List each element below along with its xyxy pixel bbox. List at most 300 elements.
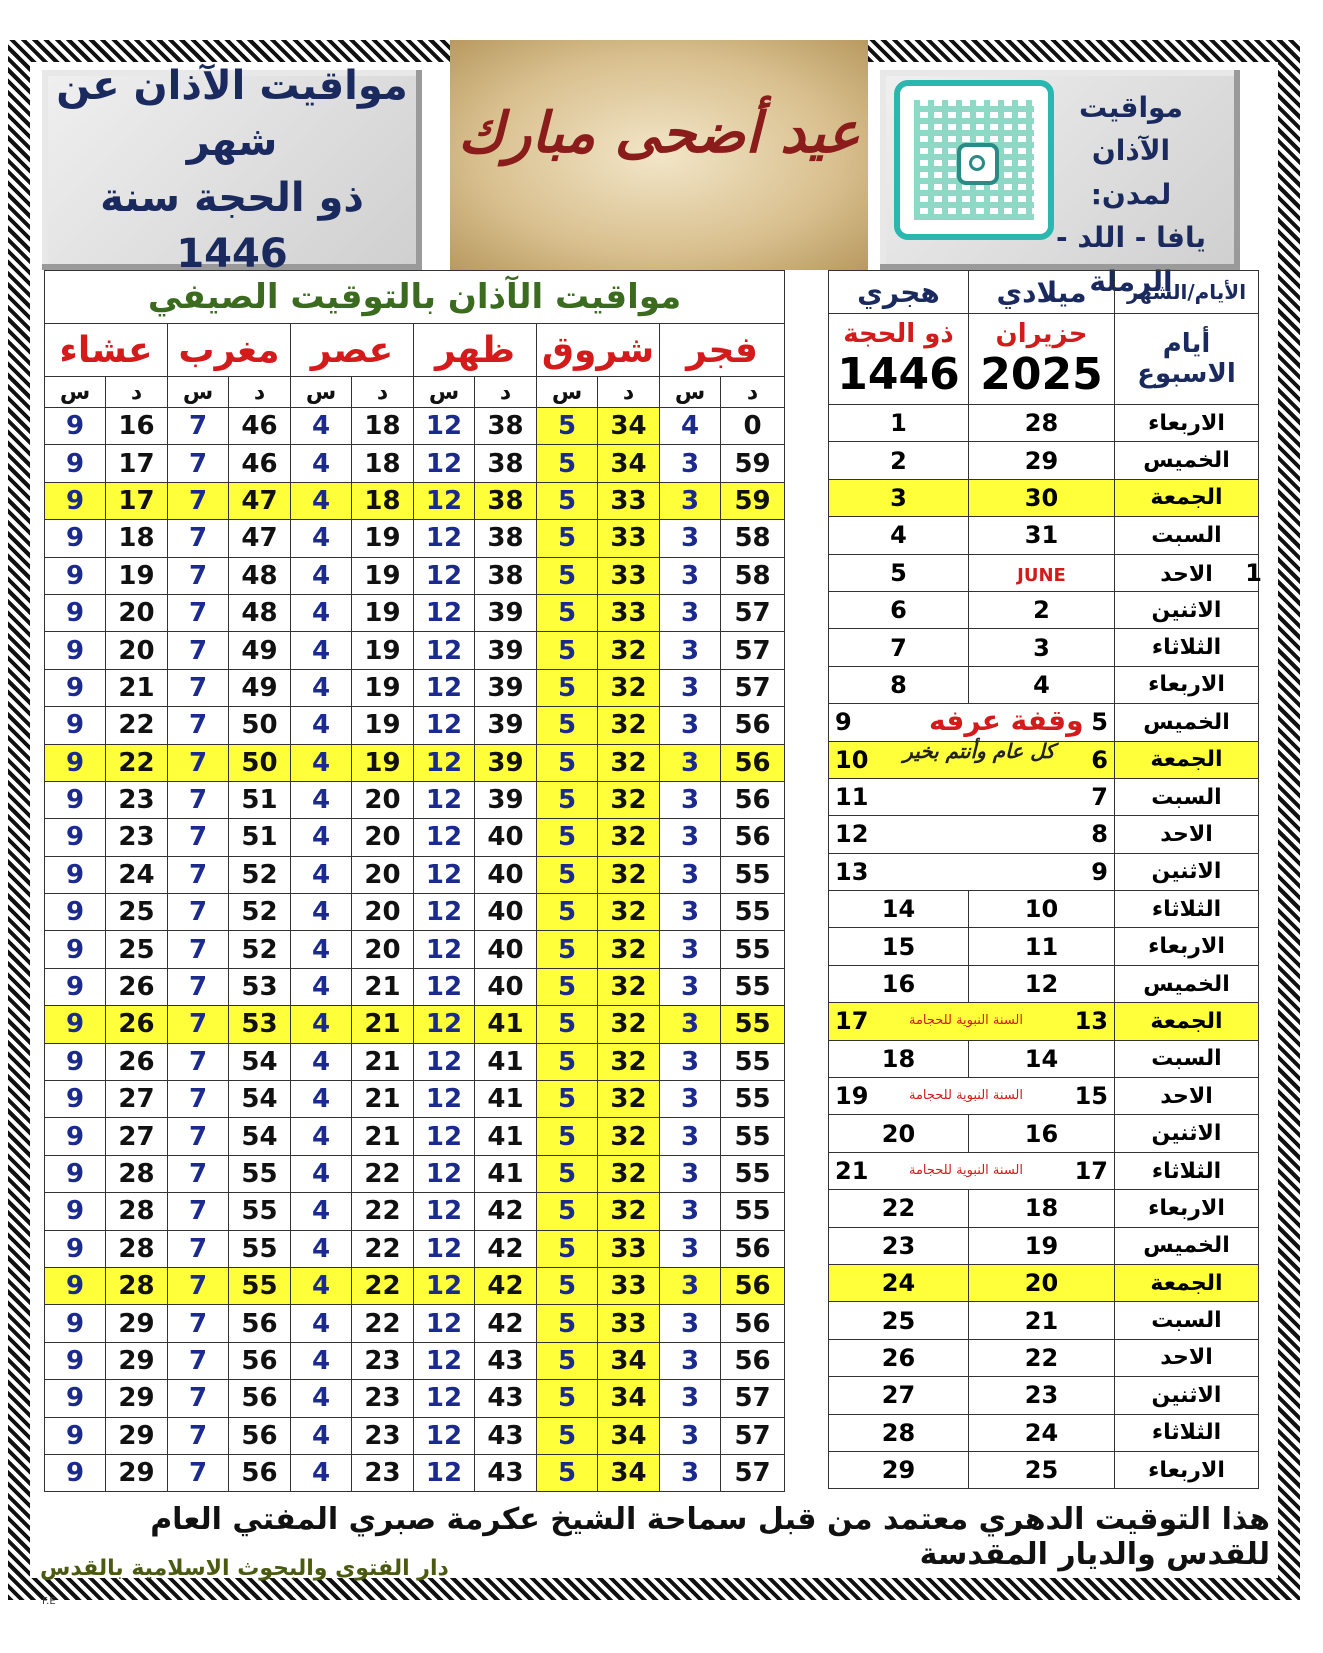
times-row — [45, 894, 785, 931]
time-cell: 32 — [598, 1193, 660, 1230]
left-title-box — [42, 63, 422, 277]
time-cell: 38 — [475, 520, 537, 557]
time-cell: 3 — [660, 1454, 721, 1491]
time-cell: 5 — [537, 707, 598, 744]
time-cell: 50 — [229, 707, 291, 744]
date-merged-cell — [829, 1003, 1115, 1040]
greg-day: 21 — [969, 1302, 1115, 1339]
time-cell: 26 — [106, 1006, 168, 1043]
time-cell: 12 — [414, 594, 475, 631]
date-row — [829, 853, 1259, 890]
time-cell: 3 — [660, 707, 721, 744]
time-cell: 32 — [598, 781, 660, 818]
time-cell: 3 — [660, 894, 721, 931]
time-cell: 58 — [721, 557, 785, 594]
time-cell: 19 — [352, 744, 414, 781]
time-cell: 7 — [168, 744, 229, 781]
weekday: السبت — [1115, 1302, 1259, 1339]
time-cell: 9 — [45, 968, 106, 1005]
hijri-day: 9 — [835, 708, 852, 737]
time-cell: 32 — [598, 894, 660, 931]
time-cell: 40 — [475, 968, 537, 1005]
time-cell: 5 — [537, 669, 598, 706]
hijri-day: 26 — [829, 1339, 969, 1376]
time-cell: 12 — [414, 445, 475, 482]
weekday: السبت — [1115, 778, 1259, 815]
time-cell: 33 — [598, 1267, 660, 1304]
greg-day: 28 — [969, 405, 1115, 442]
time-cell: 3 — [660, 1043, 721, 1080]
unit-label: د — [106, 377, 168, 408]
time-cell: 5 — [537, 1081, 598, 1118]
time-cell: 5 — [537, 1043, 598, 1080]
greg-day-number: 1 — [1245, 558, 1262, 587]
time-cell: 4 — [291, 520, 352, 557]
date-row — [829, 1152, 1259, 1189]
time-cell: 22 — [352, 1193, 414, 1230]
time-cell: 32 — [598, 1155, 660, 1192]
time-cell: 12 — [414, 1342, 475, 1379]
weekday: الثلاثاء — [1115, 1414, 1259, 1451]
time-cell: 0 — [721, 408, 785, 445]
time-cell: 40 — [475, 819, 537, 856]
time-cell: 21 — [106, 669, 168, 706]
footer-initials: F.E — [42, 1596, 56, 1607]
time-cell: 55 — [721, 1155, 785, 1192]
time-cell: 7 — [168, 856, 229, 893]
weekday: الاربعاء — [1115, 405, 1259, 442]
time-cell: 7 — [168, 1230, 229, 1267]
time-cell: 3 — [660, 781, 721, 818]
time-cell: 5 — [537, 1380, 598, 1417]
date-row — [829, 1302, 1259, 1339]
time-cell: 49 — [229, 632, 291, 669]
time-cell: 4 — [291, 445, 352, 482]
hijri-month-cell — [829, 314, 969, 405]
time-cell: 9 — [45, 594, 106, 631]
hijama-note: السنة النبوية للحجامة — [909, 1088, 1023, 1104]
time-cell: 48 — [229, 557, 291, 594]
time-cell: 5 — [537, 1155, 598, 1192]
time-cell: 32 — [598, 707, 660, 744]
time-cell: 59 — [721, 482, 785, 519]
time-cell: 39 — [475, 781, 537, 818]
times-row — [45, 445, 785, 482]
time-cell: 17 — [106, 445, 168, 482]
weekday: الثلاثاء — [1115, 629, 1259, 666]
time-cell: 56 — [721, 1230, 785, 1267]
time-cell: 57 — [721, 1454, 785, 1491]
time-cell: 9 — [45, 632, 106, 669]
hijri-day: 2 — [829, 442, 969, 479]
prayer-header: مغرب — [168, 324, 291, 377]
time-cell: 32 — [598, 856, 660, 893]
weekday: السبت — [1115, 1040, 1259, 1077]
hijri-day: 19 — [835, 1082, 869, 1111]
greg-day: 23 — [969, 1377, 1115, 1414]
time-cell: 19 — [106, 557, 168, 594]
time-cell: 34 — [598, 1417, 660, 1454]
time-cell: 28 — [106, 1267, 168, 1304]
time-cell: 29 — [106, 1417, 168, 1454]
time-cell: 20 — [352, 856, 414, 893]
time-cell: 9 — [45, 1380, 106, 1417]
time-cell: 9 — [45, 1193, 106, 1230]
time-cell: 3 — [660, 1230, 721, 1267]
time-cell: 46 — [229, 408, 291, 445]
time-cell: 3 — [660, 1006, 721, 1043]
time-cell: 9 — [45, 1417, 106, 1454]
unit-label: س — [660, 377, 721, 408]
date-row — [829, 405, 1259, 442]
time-cell: 55 — [229, 1230, 291, 1267]
greg-day: 16 — [969, 1115, 1115, 1152]
time-cell: 7 — [168, 819, 229, 856]
hijri-day: 18 — [829, 1040, 969, 1077]
weekday: السبت — [1115, 517, 1259, 554]
time-cell: 33 — [598, 482, 660, 519]
time-cell: 9 — [45, 1267, 106, 1304]
weekday: الجمعة — [1115, 1003, 1259, 1040]
time-cell: 51 — [229, 781, 291, 818]
time-cell: 29 — [106, 1342, 168, 1379]
weekday: الاثنين — [1115, 591, 1259, 628]
time-cell: 23 — [352, 1342, 414, 1379]
times-row — [45, 520, 785, 557]
weekday: الخميس — [1115, 965, 1259, 1002]
time-cell: 4 — [291, 1417, 352, 1454]
weekday-cell — [1115, 554, 1262, 591]
time-cell: 54 — [229, 1081, 291, 1118]
time-cell: 12 — [414, 894, 475, 931]
time-cell: 3 — [660, 819, 721, 856]
prayer-times-table — [44, 270, 785, 1492]
times-row — [45, 1118, 785, 1155]
hijri-day: 27 — [829, 1377, 969, 1414]
time-cell: 55 — [721, 894, 785, 931]
time-cell: 52 — [229, 856, 291, 893]
time-cell: 17 — [106, 482, 168, 519]
time-cell: 56 — [721, 819, 785, 856]
hijri-day: 7 — [829, 629, 969, 666]
time-cell: 41 — [475, 1081, 537, 1118]
time-cell: 12 — [414, 1454, 475, 1491]
time-cell: 32 — [598, 744, 660, 781]
time-cell: 32 — [598, 1118, 660, 1155]
time-cell: 5 — [537, 1006, 598, 1043]
time-cell: 7 — [168, 1155, 229, 1192]
weekday: الاثنين — [1115, 1377, 1259, 1414]
time-cell: 3 — [660, 1380, 721, 1417]
time-cell: 55 — [721, 1006, 785, 1043]
time-cell: 5 — [537, 744, 598, 781]
time-cell: 22 — [352, 1267, 414, 1304]
time-cell: 7 — [168, 408, 229, 445]
time-cell: 12 — [414, 1230, 475, 1267]
right-title-line3: يافا - اللد - الرملة — [1055, 221, 1207, 298]
time-cell: 5 — [537, 781, 598, 818]
weekday: الثلاثاء — [1115, 1152, 1259, 1189]
time-cell: 12 — [414, 557, 475, 594]
time-cell: 29 — [106, 1305, 168, 1342]
time-cell: 4 — [291, 1305, 352, 1342]
time-cell: 9 — [45, 1155, 106, 1192]
time-cell: 27 — [106, 1081, 168, 1118]
time-cell: 12 — [414, 1267, 475, 1304]
time-cell: 4 — [291, 1006, 352, 1043]
date-row — [829, 479, 1259, 516]
date-row — [829, 704, 1259, 741]
time-cell: 42 — [475, 1305, 537, 1342]
greg-day: 19 — [969, 1227, 1115, 1264]
time-cell: 42 — [475, 1230, 537, 1267]
time-cell: 33 — [598, 557, 660, 594]
greg-day: 7 — [1091, 782, 1108, 811]
time-cell: 12 — [414, 1006, 475, 1043]
time-cell: 12 — [414, 1118, 475, 1155]
time-cell: 9 — [45, 1342, 106, 1379]
time-cell: 5 — [537, 856, 598, 893]
time-cell: 4 — [291, 744, 352, 781]
date-row — [829, 1227, 1259, 1264]
time-cell: 55 — [721, 968, 785, 1005]
greg-day: 15 — [1074, 1082, 1108, 1111]
time-cell: 9 — [45, 1305, 106, 1342]
date-row — [829, 629, 1259, 666]
hijri-day: 1 — [829, 405, 969, 442]
time-cell: 56 — [229, 1342, 291, 1379]
time-cell: 12 — [414, 1155, 475, 1192]
time-cell: 32 — [598, 968, 660, 1005]
time-cell: 9 — [45, 1118, 106, 1155]
times-row — [45, 1155, 785, 1192]
time-cell: 4 — [291, 1230, 352, 1267]
time-cell: 56 — [721, 744, 785, 781]
time-cell: 22 — [106, 707, 168, 744]
time-cell: 42 — [475, 1267, 537, 1304]
unit-label: د — [475, 377, 537, 408]
date-row — [829, 1414, 1259, 1451]
time-cell: 33 — [598, 1230, 660, 1267]
time-cell: 42 — [475, 1193, 537, 1230]
times-row — [45, 1043, 785, 1080]
greg-day: 6 — [1091, 745, 1108, 774]
time-cell: 7 — [168, 594, 229, 631]
unit-label: س — [414, 377, 475, 408]
time-cell: 43 — [475, 1342, 537, 1379]
time-cell: 23 — [352, 1380, 414, 1417]
time-cell: 23 — [352, 1417, 414, 1454]
time-cell: 4 — [291, 931, 352, 968]
hijri-day: 24 — [829, 1264, 969, 1301]
greg-day: 30 — [969, 479, 1115, 516]
greg-day: 9 — [1091, 857, 1108, 886]
time-cell: 3 — [660, 445, 721, 482]
time-cell: 53 — [229, 1006, 291, 1043]
time-cell: 18 — [106, 520, 168, 557]
time-cell: 54 — [229, 1043, 291, 1080]
time-cell: 39 — [475, 594, 537, 631]
time-cell: 5 — [537, 819, 598, 856]
time-cell: 55 — [721, 1118, 785, 1155]
time-cell: 4 — [291, 1081, 352, 1118]
greg-month-cell — [969, 314, 1115, 405]
time-cell: 55 — [721, 1043, 785, 1080]
left-title-line1: مواقيت الآذان عن شهر — [56, 63, 408, 165]
hijri-day: 6 — [829, 591, 969, 628]
time-cell: 7 — [168, 1043, 229, 1080]
time-cell: 18 — [352, 445, 414, 482]
time-cell: 56 — [721, 781, 785, 818]
greg-day: 25 — [969, 1451, 1115, 1488]
times-subtitle: مواقيت الآذان بالتوقيت الصيفي — [45, 271, 785, 324]
time-cell: 7 — [168, 1454, 229, 1491]
time-cell: 9 — [45, 445, 106, 482]
time-cell: 12 — [414, 408, 475, 445]
time-cell: 59 — [721, 445, 785, 482]
time-cell: 54 — [229, 1118, 291, 1155]
date-merged-cell — [829, 1078, 1115, 1115]
right-title-line1: مواقيت الآذان — [1079, 91, 1183, 168]
unit-label: د — [721, 377, 785, 408]
time-cell: 12 — [414, 1193, 475, 1230]
time-cell: 4 — [291, 968, 352, 1005]
greg-day: 17 — [1074, 1156, 1108, 1185]
greg-day: 2 — [969, 591, 1115, 628]
time-cell: 39 — [475, 669, 537, 706]
time-cell: 25 — [106, 931, 168, 968]
times-row — [45, 1454, 785, 1491]
time-cell: 3 — [660, 856, 721, 893]
time-cell: 41 — [475, 1118, 537, 1155]
time-cell: 41 — [475, 1043, 537, 1080]
time-cell: 40 — [475, 894, 537, 931]
time-cell: 43 — [475, 1454, 537, 1491]
unit-label: د — [598, 377, 660, 408]
time-cell: 12 — [414, 1417, 475, 1454]
times-row — [45, 632, 785, 669]
time-cell: 9 — [45, 931, 106, 968]
time-cell: 9 — [45, 707, 106, 744]
date-row — [829, 965, 1259, 1002]
time-cell: 38 — [475, 445, 537, 482]
time-cell: 55 — [721, 1081, 785, 1118]
time-cell: 7 — [168, 1081, 229, 1118]
time-cell: 19 — [352, 669, 414, 706]
time-cell: 7 — [168, 781, 229, 818]
time-cell: 23 — [106, 781, 168, 818]
time-cell: 4 — [291, 1380, 352, 1417]
time-cell: 12 — [414, 1380, 475, 1417]
time-cell: 4 — [291, 594, 352, 631]
times-row — [45, 1267, 785, 1304]
hijri-day: 10 — [835, 745, 869, 774]
time-cell: 34 — [598, 1380, 660, 1417]
time-cell: 4 — [291, 856, 352, 893]
time-cell: 19 — [352, 557, 414, 594]
time-cell: 38 — [475, 557, 537, 594]
prayer-header: عشاء — [45, 324, 168, 377]
hijri-day: 14 — [829, 891, 969, 928]
date-row — [829, 1040, 1259, 1077]
prayer-header: فجر — [660, 324, 785, 377]
time-cell: 5 — [537, 894, 598, 931]
time-cell: 56 — [229, 1305, 291, 1342]
time-cell: 56 — [229, 1454, 291, 1491]
date-row — [829, 442, 1259, 479]
date-row — [829, 1190, 1259, 1227]
time-cell: 53 — [229, 968, 291, 1005]
footer-approval: هذا التوقيت الدهري معتمد من قبل سماحة الشيخ عكرمة صبري المفتي العام للقدس والديار المقدسة — [150, 1502, 1270, 1572]
time-cell: 46 — [229, 445, 291, 482]
time-cell: 4 — [291, 1193, 352, 1230]
unit-label: س — [168, 377, 229, 408]
footer-institution: دار الفتوى والبحوث الاسلامية بالقدس — [40, 1556, 449, 1581]
weekday: الخميس — [1115, 704, 1259, 741]
time-cell: 47 — [229, 482, 291, 519]
time-cell: 56 — [721, 707, 785, 744]
greg-day: 22 — [969, 1339, 1115, 1376]
hijri-day: 15 — [829, 928, 969, 965]
times-row — [45, 669, 785, 706]
date-row — [829, 517, 1259, 554]
time-cell: 3 — [660, 482, 721, 519]
time-cell: 3 — [660, 1193, 721, 1230]
time-cell: 29 — [106, 1454, 168, 1491]
time-cell: 21 — [352, 1043, 414, 1080]
time-cell: 32 — [598, 669, 660, 706]
greg-day: 31 — [969, 517, 1115, 554]
time-cell: 4 — [291, 1155, 352, 1192]
time-cell: 41 — [475, 1006, 537, 1043]
time-cell: 9 — [45, 894, 106, 931]
time-cell: 52 — [229, 931, 291, 968]
time-cell: 9 — [45, 482, 106, 519]
time-cell: 34 — [598, 1454, 660, 1491]
time-cell: 12 — [414, 1043, 475, 1080]
times-row — [45, 482, 785, 519]
time-cell: 40 — [475, 931, 537, 968]
time-cell: 4 — [291, 557, 352, 594]
weekday: الخميس — [1115, 442, 1259, 479]
time-cell: 7 — [168, 1267, 229, 1304]
time-cell: 4 — [291, 894, 352, 931]
time-cell: 50 — [229, 744, 291, 781]
date-merged-cell — [829, 816, 1115, 853]
time-cell: 20 — [352, 781, 414, 818]
date-row — [829, 591, 1259, 628]
time-cell: 32 — [598, 931, 660, 968]
time-cell: 33 — [598, 594, 660, 631]
right-title-line2: لمدن: — [1090, 177, 1172, 211]
time-cell: 4 — [291, 632, 352, 669]
time-cell: 39 — [475, 744, 537, 781]
time-cell: 21 — [352, 968, 414, 1005]
time-cell: 57 — [721, 632, 785, 669]
time-cell: 21 — [352, 1118, 414, 1155]
date-row — [829, 778, 1259, 815]
time-cell: 18 — [352, 482, 414, 519]
time-cell: 57 — [721, 594, 785, 631]
greg-day: 12 — [969, 965, 1115, 1002]
time-cell: 20 — [352, 931, 414, 968]
greg-day: 8 — [1091, 820, 1108, 849]
time-cell: 5 — [537, 1305, 598, 1342]
time-cell: 55 — [229, 1267, 291, 1304]
hijri-day: 21 — [835, 1156, 869, 1185]
time-cell: 5 — [537, 1118, 598, 1155]
hijri-day: 20 — [829, 1115, 969, 1152]
